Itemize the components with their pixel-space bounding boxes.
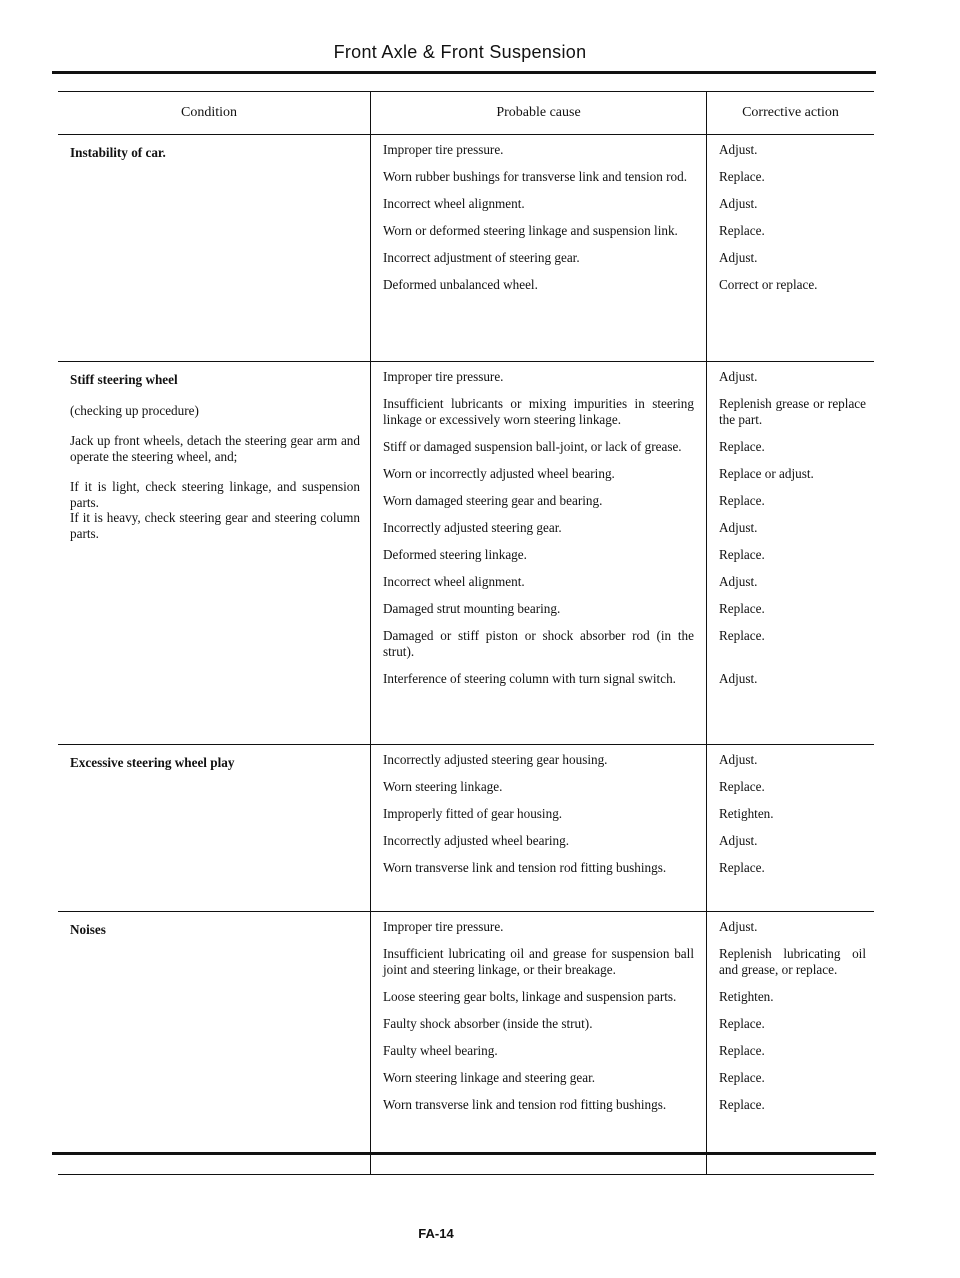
corrective-action: Adjust. [719, 752, 758, 767]
probable-cause: Improper tire pressure. [383, 142, 504, 157]
corrective-action: Replace. [719, 601, 765, 616]
probable-cause: Worn or incorrectly adjusted wheel bearing. [383, 466, 615, 481]
probable-cause: Deformed unbalanced wheel. [383, 277, 538, 292]
title-rule [52, 71, 876, 74]
condition-note: If it is light, check steering linkage, and suspension parts. [70, 479, 360, 510]
corrective-action-cell [706, 745, 874, 911]
table-header-row [58, 92, 874, 135]
probable-cause: Deformed steering linkage. [383, 547, 527, 562]
corrective-action: Adjust. [719, 196, 758, 211]
probable-cause: Worn transverse link and tension rod fitting bushings. [383, 1097, 667, 1112]
corrective-action: Replace. [719, 1016, 765, 1031]
corrective-action: Replace. [719, 860, 765, 875]
header-probable-cause: Probable cause [370, 92, 706, 134]
condition-note: If it is heavy, check steering gear and steering column parts. [70, 510, 360, 541]
probable-cause: Interference of steering column with turn signal switch. [383, 671, 676, 686]
corrective-action: Replace or adjust. [719, 466, 814, 481]
probable-cause: Insufficient lubricants or mixing impurities in steering linkage or excessively worn steering linkage. [383, 396, 694, 427]
probable-cause: Loose steering gear bolts, linkage and suspension parts. [383, 989, 677, 1004]
corrective-action: Replace. [719, 439, 765, 454]
corrective-action: Adjust. [719, 369, 758, 384]
page-title: Front Axle & Front Suspension [333, 42, 587, 62]
corrective-action: Adjust. [719, 142, 758, 157]
corrective-action: Replenish lubricating oil and grease, or replace. [719, 946, 866, 977]
probable-cause: Improperly fitted of gear housing. [383, 806, 563, 821]
corrective-action: Replace. [719, 1070, 765, 1085]
condition-cell [58, 745, 370, 911]
probable-cause: Faulty wheel bearing. [383, 1043, 498, 1058]
probable-cause: Worn or deformed steering linkage and suspension link. [383, 223, 678, 238]
corrective-action: Replace. [719, 547, 765, 562]
probable-cause: Incorrect wheel alignment. [383, 196, 525, 211]
corrective-action-cell [706, 135, 874, 361]
probable-cause: Worn rubber bushings for transverse link and tension rod. [383, 169, 688, 184]
corrective-action: Retighten. [719, 806, 774, 821]
probable-cause: Incorrectly adjusted steering gear housing. [383, 752, 608, 767]
page-number: FA-14 [418, 1226, 454, 1241]
table-group [58, 912, 874, 1175]
corrective-action: Replenish grease or replace the part. [719, 396, 866, 427]
corrective-action: Replace. [719, 169, 765, 184]
probable-cause: Incorrect adjustment of steering gear. [383, 250, 580, 265]
table-body [58, 135, 874, 1175]
corrective-action: Adjust. [719, 520, 758, 535]
corrective-action: Replace. [719, 1043, 765, 1058]
probable-cause: Worn transverse link and tension rod fitting bushings. [383, 860, 667, 875]
probable-cause: Damaged or stiff piston or shock absorber rod (in the strut). [383, 628, 694, 659]
corrective-action: Replace. [719, 628, 765, 643]
troubleshooting-table [58, 91, 874, 1175]
condition-note: Jack up front wheels, detach the steering gear arm and operate the steering wheel, and; [70, 433, 360, 464]
probable-cause: Stiff or damaged suspension ball-joint, or lack of grease. [383, 439, 682, 454]
table-group [58, 745, 874, 912]
probable-cause-cell [370, 362, 706, 744]
corrective-action: Adjust. [719, 250, 758, 265]
condition-title: Stiff steering wheel [70, 372, 178, 387]
corrective-action: Adjust. [719, 671, 758, 686]
header-condition: Condition [180, 105, 237, 120]
probable-cause: Incorrectly adjusted wheel bearing. [383, 833, 570, 848]
probable-cause: Improper tire pressure. [383, 919, 504, 934]
corrective-action-cell [706, 362, 874, 744]
probable-cause-cell [370, 745, 706, 911]
condition-title: Excessive steering wheel play [70, 755, 235, 770]
condition-note: (checking up procedure) [70, 402, 199, 418]
probable-cause: Damaged strut mounting bearing. [383, 601, 561, 616]
corrective-action: Adjust. [719, 919, 758, 934]
table-group [58, 362, 874, 745]
probable-cause: Improper tire pressure. [383, 369, 504, 384]
corrective-action-cell [706, 912, 874, 1174]
corrective-action: Adjust. [719, 574, 758, 589]
corrective-action: Retighten. [719, 989, 774, 1004]
table-group [58, 135, 874, 362]
corrective-action: Correct or replace. [719, 277, 818, 292]
bottom-rule [52, 1152, 876, 1155]
probable-cause: Insufficient lubricating oil and grease for suspension ball joint and steering linkage, or their breakage. [383, 946, 694, 977]
probable-cause: Worn steering linkage and steering gear. [383, 1070, 596, 1085]
probable-cause: Incorrect wheel alignment. [383, 574, 525, 589]
condition-cell [58, 135, 370, 361]
corrective-action: Replace. [719, 1097, 765, 1112]
probable-cause: Worn steering linkage. [383, 779, 503, 794]
header-corrective-action: Corrective action [706, 92, 874, 134]
probable-cause: Faulty shock absorber (inside the strut). [383, 1016, 593, 1031]
corrective-action: Adjust. [719, 833, 758, 848]
probable-cause: Incorrectly adjusted steering gear. [383, 520, 562, 535]
probable-cause-cell [370, 912, 706, 1174]
corrective-action: Replace. [719, 779, 765, 794]
corrective-action: Replace. [719, 223, 765, 238]
condition-cell [58, 912, 370, 1174]
condition-title: Noises [70, 922, 106, 937]
probable-cause-cell [370, 135, 706, 361]
condition-title: Instability of car. [70, 145, 166, 160]
condition-cell [58, 362, 370, 744]
corrective-action: Replace. [719, 493, 765, 508]
probable-cause: Worn damaged steering gear and bearing. [383, 493, 603, 508]
